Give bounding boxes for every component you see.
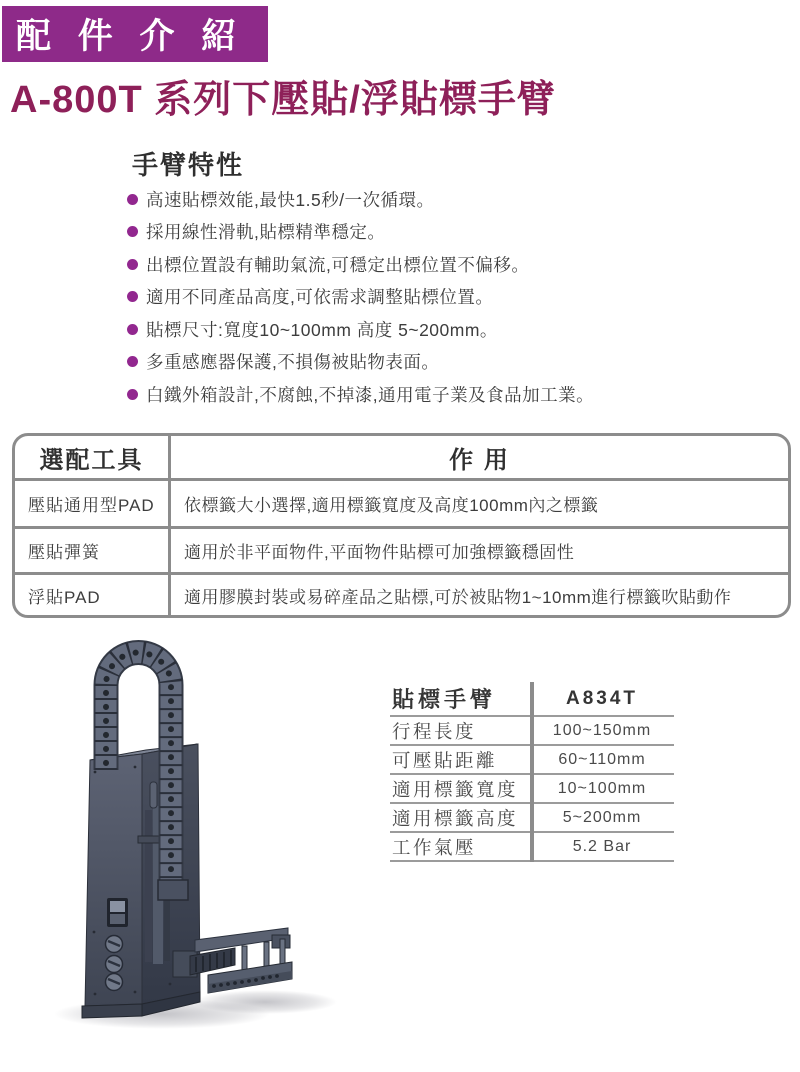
table-row-tool: 壓貼通用型PAD bbox=[15, 481, 171, 529]
feature-item bbox=[127, 183, 594, 216]
feature-text: 出標位置設有輔助氣流,可穩定出標位置不偏移。 bbox=[146, 254, 530, 275]
bullet-icon bbox=[127, 226, 138, 237]
bullet-icon bbox=[127, 389, 138, 400]
spec-label: 適用標籤寬度 bbox=[392, 778, 519, 800]
spec-value: 100~150mm bbox=[552, 721, 652, 739]
feature-text: 貼標尺寸:寬度10~100mm 高度 5~200mm。 bbox=[146, 319, 498, 340]
feature-item bbox=[127, 216, 594, 249]
spec-value: 5~200mm bbox=[562, 808, 642, 826]
section-banner bbox=[2, 6, 268, 62]
table-row-effect: 依標籤大小選擇,適用標籤寬度及高度100mm內之標籤 bbox=[171, 481, 788, 529]
spec-label: 適用標籤高度 bbox=[392, 807, 519, 829]
feature-text: 適用不同產品高度,可依需求調整貼標位置。 bbox=[146, 287, 494, 308]
spec-table bbox=[390, 682, 674, 862]
page-title: A-800T 系列下壓貼/浮貼標手臂 bbox=[10, 79, 556, 121]
feature-text: 多重感應器保護,不損傷被貼物表面。 bbox=[146, 352, 440, 373]
spec-label: 可壓貼距離 bbox=[392, 749, 498, 771]
feature-item bbox=[127, 248, 594, 281]
feature-item bbox=[127, 281, 594, 314]
spec-value: 60~110mm bbox=[558, 750, 646, 768]
spec-value: 10~100mm bbox=[557, 779, 647, 797]
spec-table-title: 貼標手臂 bbox=[392, 687, 497, 712]
table-row-tool: 浮貼PAD bbox=[15, 575, 171, 615]
spec-label: 行程長度 bbox=[392, 720, 477, 742]
bullet-icon bbox=[127, 356, 138, 367]
feature-text: 高速貼標效能,最快1.5秒/一次循環。 bbox=[146, 189, 435, 210]
section-banner-title: 配 件 介 紹 bbox=[16, 17, 246, 56]
feature-item bbox=[127, 346, 594, 379]
spec-label: 工作氣壓 bbox=[392, 836, 477, 858]
feature-text: 採用線性滑軌,貼標精準穩定。 bbox=[146, 222, 386, 243]
bullet-icon bbox=[127, 259, 138, 270]
bullet-icon bbox=[127, 291, 138, 302]
table-row-effect: 適用於非平面物件,平面物件貼標可加強標籤穩固性 bbox=[171, 529, 788, 575]
spec-table-model: A834T bbox=[565, 687, 639, 709]
feature-text: 白鐵外箱設計,不腐蝕,不掉漆,通用電子業及食品加工業。 bbox=[146, 384, 595, 405]
table-row-tool: 壓貼彈簧 bbox=[15, 529, 171, 575]
table-row-effect: 適用膠膜封裝或易碎產品之貼標,可於被貼物1~10mm進行標籤吹貼動作 bbox=[184, 587, 732, 607]
options-table-header-tool: 選配工具 bbox=[15, 436, 171, 481]
bullet-icon bbox=[127, 194, 138, 205]
feature-item bbox=[127, 313, 594, 346]
spec-value: 5.2 Bar bbox=[572, 837, 632, 855]
features-list bbox=[127, 183, 594, 411]
labeling-arm-machine-illustration bbox=[50, 632, 350, 1032]
options-table-header-effect: 作 用 bbox=[171, 436, 788, 481]
options-table bbox=[12, 433, 791, 618]
features-heading: 手臂特性 bbox=[132, 150, 245, 180]
feature-item bbox=[127, 378, 594, 411]
spec-table-divider bbox=[530, 682, 534, 862]
bullet-icon bbox=[127, 324, 138, 335]
